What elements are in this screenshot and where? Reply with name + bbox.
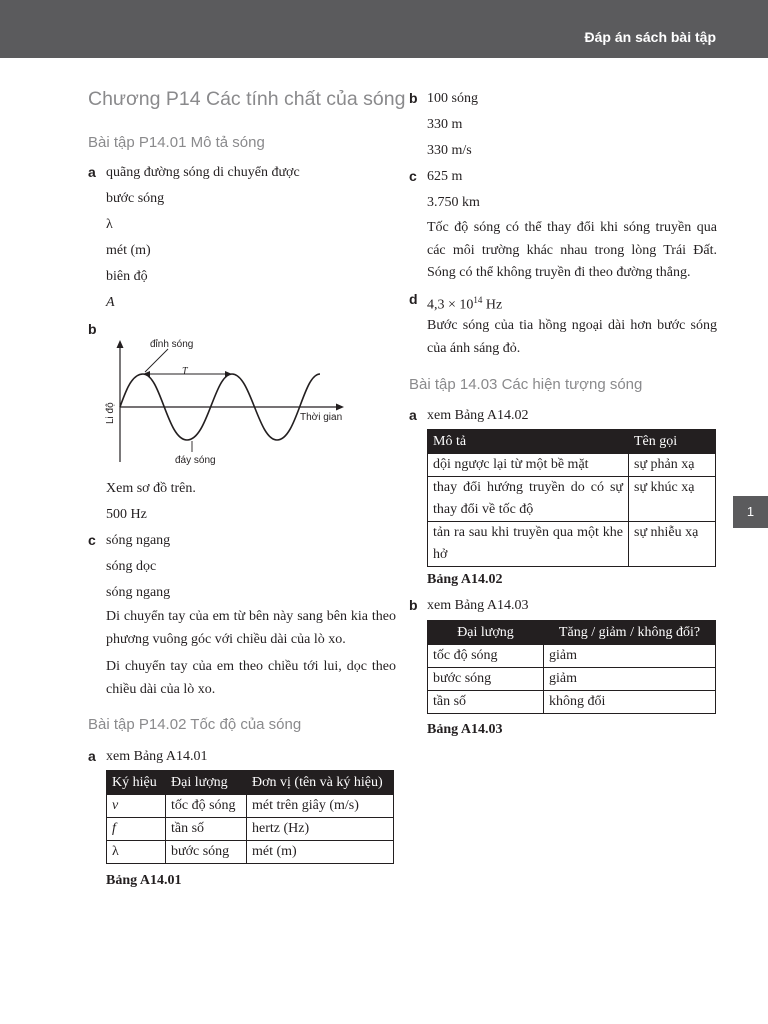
- table-cell: thay đổi hướng truyền do có sự thay đổi về tốc độ: [428, 477, 629, 522]
- table-cell: v: [107, 795, 166, 818]
- x-axis-label: Thời gian: [300, 412, 343, 423]
- table-reference: xem Bảng A14.03: [427, 598, 529, 613]
- table-caption: Bảng A14.01: [106, 873, 182, 888]
- answer-line: 330 m/s: [427, 143, 472, 158]
- answer-line: mét (m): [106, 243, 151, 258]
- table-header: Đơn vị (tên và ký hiệu): [247, 771, 394, 795]
- table-header: Mô tả: [428, 430, 629, 454]
- table-row: [428, 522, 716, 567]
- item-label-a: a: [88, 164, 96, 180]
- table-a1402: [427, 429, 716, 567]
- table-row: [428, 668, 716, 691]
- table-header: Tăng / giảm / không đổi?: [544, 621, 716, 645]
- table-header: Đại lượng: [166, 771, 247, 795]
- table-row: [428, 454, 716, 477]
- answer-paragraph: Bước sóng của tia hồng ngoại dài hơn bước sóng của ánh sáng đỏ.: [427, 318, 717, 356]
- table-cell: sự khúc xạ: [629, 477, 716, 522]
- table-cell: sự phản xạ: [629, 454, 716, 477]
- item-label-b: b: [409, 90, 418, 106]
- section-heading-p1403: Bài tập 14.03 Các hiện tượng sóng: [409, 376, 643, 393]
- table-caption: Bảng A14.02: [427, 572, 503, 587]
- page-tab: 1: [733, 496, 768, 528]
- table-cell: mét (m): [247, 841, 394, 864]
- table-row: [428, 645, 716, 668]
- item-label-d: d: [409, 291, 418, 307]
- table-cell: không đổi: [544, 691, 716, 714]
- answer-line: 625 m: [427, 169, 463, 184]
- table-cell: giảm: [544, 645, 716, 668]
- crest-label: đỉnh sóng: [150, 339, 194, 350]
- header-bar: [0, 0, 768, 58]
- item-label-b: b: [409, 597, 418, 613]
- table-row: [428, 691, 716, 714]
- table-row: [107, 795, 394, 818]
- table-cell: f: [107, 818, 166, 841]
- item-label-b: b: [88, 321, 97, 337]
- frequency-exponent: 14: [473, 295, 483, 305]
- answer-line: A: [106, 295, 115, 310]
- section-heading-p1402: Bài tập P14.02 Tốc độ của sóng: [88, 716, 302, 733]
- answer-line: sóng ngang: [106, 585, 171, 600]
- table-cell: tốc độ sóng: [166, 795, 247, 818]
- table-cell: sự nhiễu xạ: [629, 522, 716, 567]
- table-reference: xem Bảng A14.01: [106, 749, 208, 764]
- item-label-c: c: [409, 168, 417, 184]
- table-a1403: [427, 620, 716, 714]
- table-cell: tản ra sau khi truyền qua một khe hở: [428, 522, 629, 567]
- item-label-a: a: [409, 407, 417, 423]
- answer-line: sóng dọc: [106, 559, 157, 574]
- answer-line: 330 m: [427, 117, 463, 132]
- table-header: Đại lượng: [428, 621, 544, 645]
- period-label: T: [182, 366, 188, 377]
- table-row: [107, 841, 394, 864]
- table-reference: xem Bảng A14.02: [427, 408, 529, 423]
- section-heading-p1401: Bài tập P14.01 Mô tả sóng: [88, 134, 265, 151]
- table-cell: dội ngược lại từ một bề mặt: [428, 454, 629, 477]
- table-cell: λ: [107, 841, 166, 864]
- table-caption: Bảng A14.03: [427, 722, 503, 737]
- answer-line: 3.750 km: [427, 195, 480, 210]
- answer-line: λ: [106, 217, 113, 232]
- frequency-unit: Hz: [482, 297, 503, 313]
- y-axis-label: Li độ: [105, 402, 116, 424]
- answer-paragraph: Di chuyển tay của em từ bên này sang bên kia theo phương vuông góc với chiều dài của lò xo.: [106, 609, 396, 647]
- chapter-title: Chương P14 Các tính chất của sóng: [88, 88, 406, 110]
- wave-diagram: [100, 330, 350, 470]
- answer-line: 500 Hz: [106, 507, 147, 522]
- table-header: Tên gọi: [629, 430, 716, 454]
- answer-line: sóng ngang: [106, 533, 171, 548]
- table-cell: bước sóng: [428, 668, 544, 691]
- answer-paragraph: Di chuyển tay của em theo chiều tới lui, dọc theo chiều dài của lò xo.: [106, 659, 396, 697]
- answer-line: quãng đường sóng di chuyển được: [106, 165, 300, 180]
- table-cell: bước sóng: [166, 841, 247, 864]
- item-label-a: a: [88, 748, 96, 764]
- table-cell: mét trên giây (m/s): [247, 795, 394, 818]
- table-a1401: [106, 770, 394, 864]
- table-cell: giảm: [544, 668, 716, 691]
- answer-line: Xem sơ đồ trên.: [106, 481, 196, 496]
- table-cell: tần số: [166, 818, 247, 841]
- answer-line: 100 sóng: [427, 91, 478, 106]
- table-cell: tốc độ sóng: [428, 645, 544, 668]
- frequency-value: 4,3 × 10: [427, 297, 474, 313]
- table-row: [428, 477, 716, 522]
- answer-line: biên độ: [106, 269, 148, 284]
- answer-line: bước sóng: [106, 191, 165, 206]
- frequency-answer: [427, 291, 502, 315]
- table-cell: tần số: [428, 691, 544, 714]
- item-label-c: c: [88, 532, 96, 548]
- header-title: Đáp án sách bài tập: [584, 29, 716, 45]
- table-row: [107, 818, 394, 841]
- trough-label: đáy sóng: [175, 455, 216, 466]
- answer-paragraph: Tốc độ sóng có thể thay đổi khi sóng truyền qua các môi trường khác nhau trong lòng Trái Đất. Sóng có thể không truyền đi theo đường thẳng.: [427, 220, 717, 280]
- table-header: Ký hiệu: [107, 771, 166, 795]
- table-cell: hertz (Hz): [247, 818, 394, 841]
